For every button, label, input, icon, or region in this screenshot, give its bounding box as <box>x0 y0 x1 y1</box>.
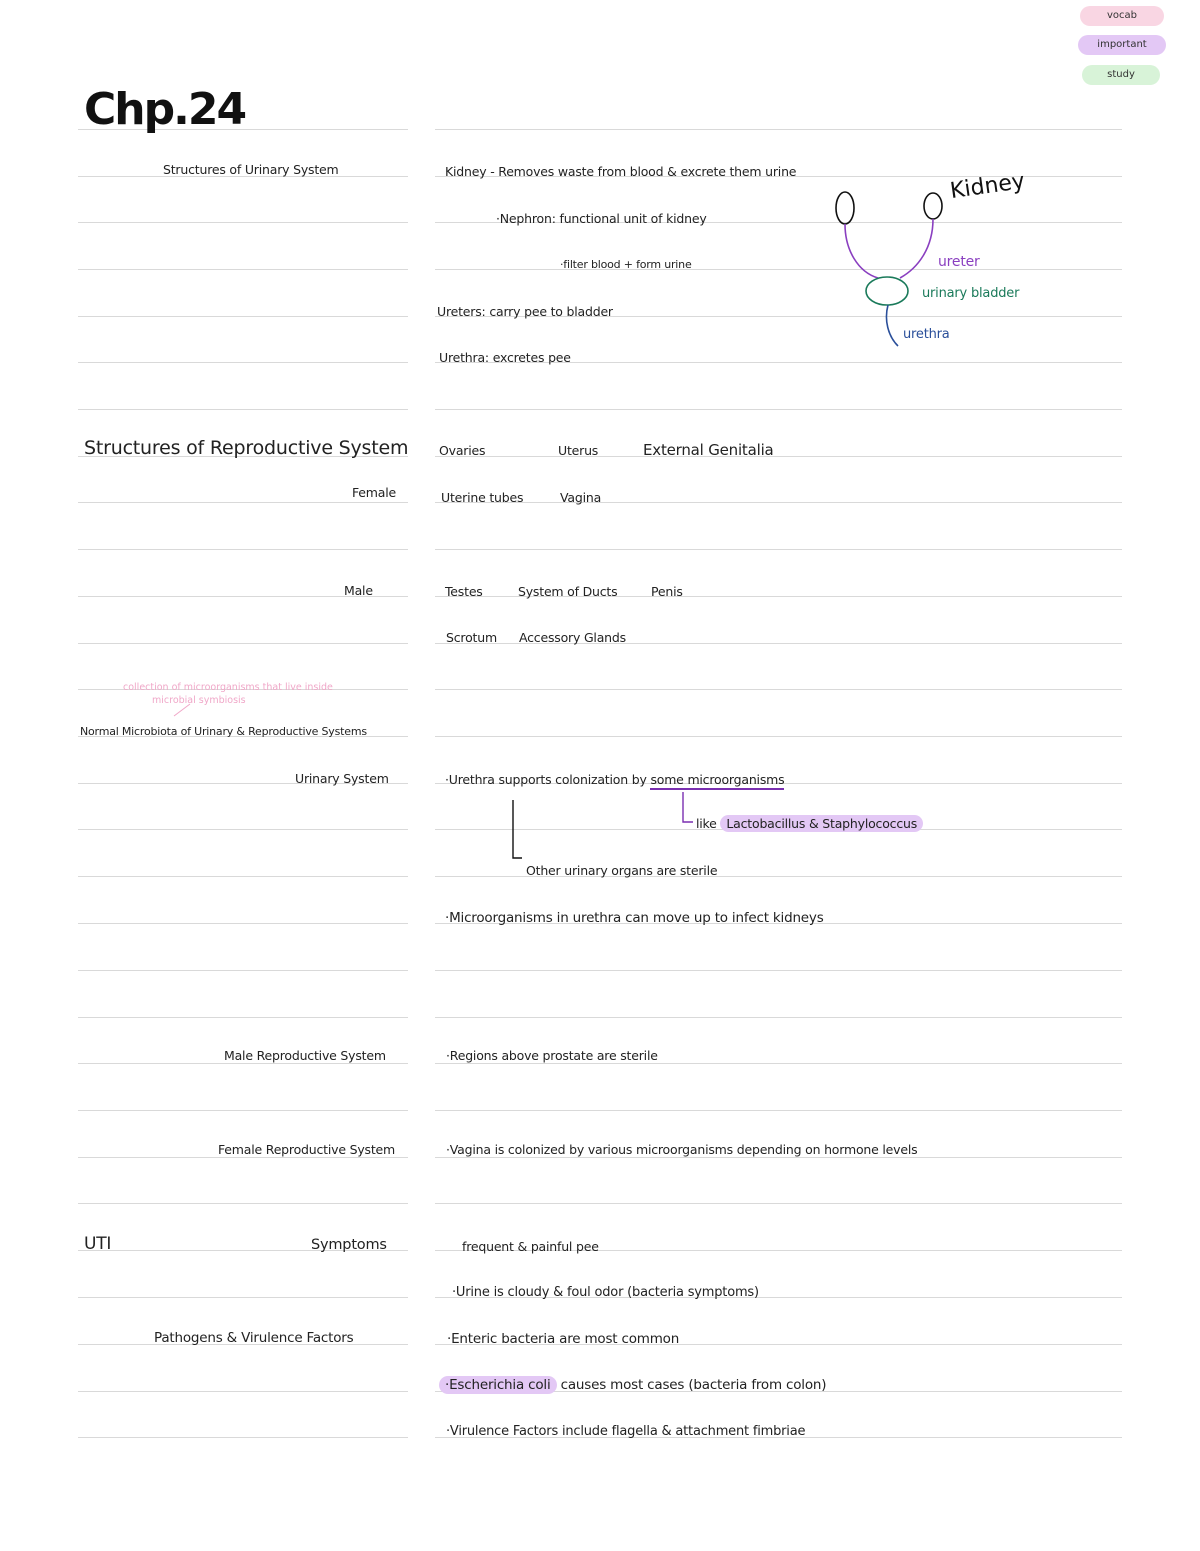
microbiota-urinary-label: Urinary System <box>295 771 389 786</box>
male-reproductive-label: Male Reproductive System <box>224 1048 386 1063</box>
uti-symptoms-label: Symptoms <box>311 1237 387 1253</box>
uti-heading: UTI <box>84 1234 112 1254</box>
urethra-colonization-prefix: ·Urethra supports colonization by <box>445 772 651 787</box>
some-microorganisms-underlined: some microorganisms <box>650 772 784 790</box>
legend-vocab: vocab <box>1080 6 1164 26</box>
female-reproductive-note: ·Vagina is colonized by various microorganisms depending on hormone levels <box>446 1142 918 1157</box>
male-scrotum: Scrotum <box>446 630 497 645</box>
page-title: Chp.24 <box>84 84 246 135</box>
legend-important: important <box>1078 35 1166 55</box>
lactobacillus-highlight: Lactobacillus & Staphylococcus <box>720 815 923 832</box>
urethra-note: Urethra: excretes pee <box>439 350 571 365</box>
microorganisms-kidneys-note: ·Microorganisms in urethra can move up to infect kidneys <box>445 910 824 926</box>
female-uterine-tubes: Uterine tubes <box>441 490 524 505</box>
like-bracket-line <box>683 792 693 822</box>
bladder-shape <box>866 277 908 305</box>
nephron-note: ·Nephron: functional unit of kidney <box>496 211 707 226</box>
kidney-note: Kidney - Removes waste from blood & excrete them urine <box>445 164 797 179</box>
urinary-structures-heading: Structures of Urinary System <box>163 162 339 177</box>
left-kidney-shape <box>836 192 854 224</box>
male-accessory-glands: Accessory Glands <box>519 630 626 645</box>
male-penis: Penis <box>651 584 683 599</box>
male-system-of-ducts: System of Ducts <box>518 584 618 599</box>
kidney-label: Kidney <box>948 168 1027 205</box>
uti-pathogens-label: Pathogens & Virulence Factors <box>154 1330 354 1346</box>
uti-symptom-1: frequent & painful pee <box>462 1239 599 1254</box>
ureter-label: ureter <box>938 254 980 270</box>
female-label: Female <box>352 485 396 500</box>
male-testes: Testes <box>445 584 483 599</box>
bladder-label: urinary bladder <box>922 286 1020 301</box>
ureter-shape <box>845 219 933 278</box>
female-ovaries: Ovaries <box>439 443 486 458</box>
ecoli-rest: causes most cases (bacteria from colon) <box>556 1377 827 1393</box>
microbiota-symbiosis-note: microbial symbiosis <box>152 695 246 706</box>
like-prefix: like <box>696 816 721 831</box>
female-external-genitalia: External Genitalia <box>643 441 774 459</box>
other-organs-note: Other urinary organs are sterile <box>526 863 718 878</box>
microbiota-heading: Normal Microbiota of Urinary & Reproductive Systems <box>80 725 367 738</box>
urethra-label: urethra <box>903 327 950 342</box>
male-label: Male <box>344 583 373 598</box>
uti-enteric-note: ·Enteric bacteria are most common <box>447 1331 680 1347</box>
right-kidney-shape <box>924 193 942 219</box>
uti-ecoli-note <box>439 1377 826 1393</box>
uti-symptom-2: ·Urine is cloudy & foul odor (bacteria symptoms) <box>452 1285 759 1300</box>
microbiota-definition-note: collection of microorganisms that live inside <box>123 682 333 693</box>
urethra-shape <box>886 305 898 346</box>
reproductive-structures-heading: Structures of Reproductive System <box>84 437 409 459</box>
filter-note: ·filter blood + form urine <box>560 258 692 271</box>
ureters-note: Ureters: carry pee to bladder <box>437 304 613 319</box>
male-reproductive-note: ·Regions above prostate are sterile <box>446 1048 658 1063</box>
female-uterus: Uterus <box>558 443 599 458</box>
legend-study: study <box>1082 65 1160 85</box>
urethra-colonization-note <box>445 772 784 787</box>
female-reproductive-label: Female Reproductive System <box>218 1142 396 1157</box>
female-vagina: Vagina <box>560 490 602 505</box>
urethra-bracket-line <box>513 800 522 858</box>
like-bacteria-note <box>696 816 923 831</box>
ecoli-highlight: ·Escherichia coli <box>439 1376 557 1394</box>
uti-virulence-note: ·Virulence Factors include flagella & attachment fimbriae <box>446 1424 806 1439</box>
